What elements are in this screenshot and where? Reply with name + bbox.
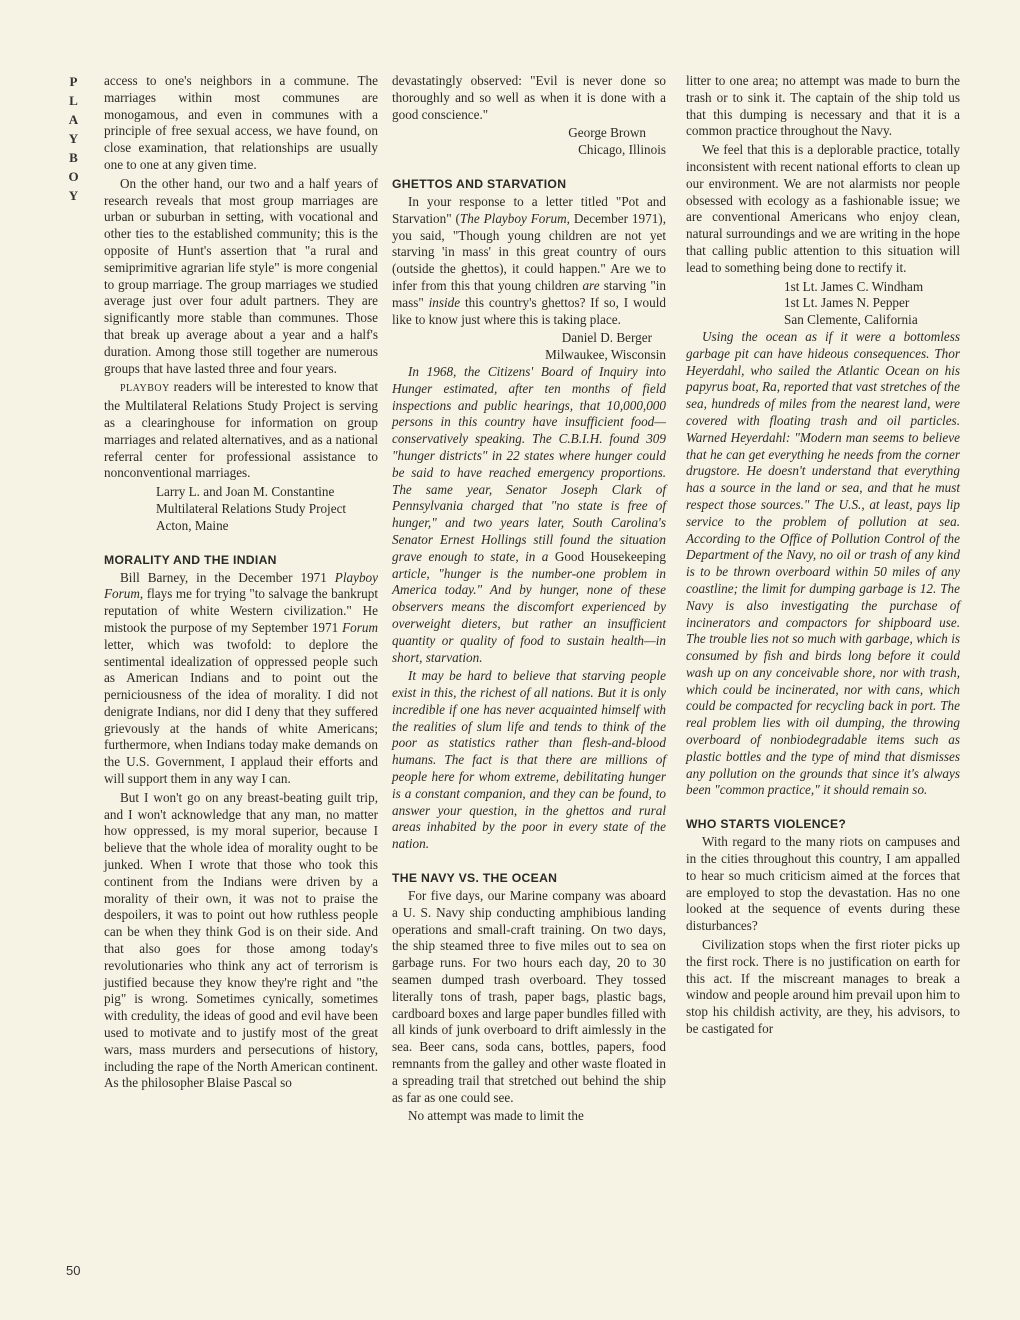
signature-name: 1st Lt. James C. Windham	[784, 278, 924, 294]
section-heading: THE NAVY VS. THE OCEAN	[392, 871, 558, 886]
letter-paragraph	[392, 194, 666, 328]
editor-reply: Using the ocean as if it were a bottomless garbage pit can have hideous consequences. Thor Heyerdahl, who sailed the Atlantic Ocean on his papyrus boat, Ra, reported that vast stretches of the sea, hundreds of miles from the nearest land, were covered with floating trash and oil particles. Warned Heyerdahl: "Modern man seems to believe that he can get everything he needs from the corner drugstore. He doesn't understand that everything has a source in the land or sea, and that he must respect those sources." The U.S., at least, pays lip service to the problem of pollution at sea. According to the Office of Pollution Control of the Department of the Navy, no oil or trash of any kind is to be thrown overboard within 50 miles of any coastline; the limit for dumping garbage is 12. The Navy is also investigating the purchase of incinerators and compactors for shipboard use. The trouble lies not so much with garbage, which is consumed by fish and birds long before it could wash up on any conceivable shore, nor with trash, which could be incinerated, nor with cans, which could be compacted for recycling back in port. The real problem lies with oil dumping, the throwing overboard of nonbiodegradable items such as plastic bottles and the type of mind that dismisses any pollution on the grounds that since it's always been "common practice," it should remain so.	[686, 328, 960, 798]
paragraph-text: , December 1971), you said, "Though young children are not yet starving 'in mass' in this great country of ours (outside the ghettos), it could happen." Are we to infer from this that young children	[392, 210, 666, 293]
letter-paragraph: No attempt was made to limit the	[408, 1108, 584, 1124]
letter-paragraph: We feel that this is a deplorable practice, totally inconsistent with recent national efforts to clean up our environment. We are not alarmists nor people obsessed with ecology as a fashionable issue; we are conventional Americans who enjoy clean, natural surroundings and we are writing in the hope that calling public attention to this situation will lead to something being done to rectify it.	[686, 142, 960, 275]
signature-name: George Brown	[568, 125, 646, 141]
masthead-letter: B	[69, 150, 79, 165]
section-heading: GHETTOS AND STARVATION	[392, 176, 567, 191]
magazine-name: PLAYBOY	[120, 383, 170, 395]
signature-location: Chicago, Illinois	[578, 142, 666, 158]
italic-title: Forum	[342, 619, 378, 635]
italic-word: are	[582, 277, 600, 293]
masthead-letter: A	[68, 112, 80, 127]
masthead-letter: P	[69, 74, 79, 89]
editor-reply	[392, 364, 666, 666]
signature-block	[392, 125, 666, 159]
letter-paragraph: Civilization stops when the first rioter picks up the first rock. There is no justification on earth for this act. If the miscreant manages to break a window and people around him prevail upon him to stop his childish activity, are they, his advisors, to be castigated for	[686, 937, 960, 1037]
letter-paragraph: With regard to the many riots on campuses and in the cities throughout this country, I am appalled to hear so much criticism aimed at the forces that are employed to stop the devastation. Has no one looked at the sequence of events during these disturbances?	[686, 834, 960, 934]
magazine-name: Good Housekeeping	[554, 548, 666, 564]
paragraph-text: In 1968, the Citizens' Board of Inquiry into Hunger estimated, after ten months of field inspections and public hearings, that 10,000,000 persons in this country have insufficient food—conservatively speaking. The C.B.I.H. found 309 "hunger districts" in 22 states where hunger could be said to have reached emergency proportions. The same year, Senator Joseph Clark of Pennsylvania charged that "no state is free of hunger," and two years later, South Carolina's Senator Ernest Hollings still found the situation grave enough to state, in a	[392, 363, 666, 564]
masthead-letter: Y	[68, 131, 80, 146]
paragraph-text: In your response to a letter titled "Pot and Starvation" (	[392, 193, 666, 226]
italic-title: Playboy Forum	[104, 569, 378, 602]
masthead-letter: O	[68, 169, 80, 184]
signature-org: Multilateral Relations Study Project	[156, 500, 347, 516]
masthead-letter: Y	[68, 188, 80, 203]
letter-paragraph: litter to one area; no attempt was made to burn the trash or to sink it. The captain of the ship told us that this dumping is necessary and that it is a common practice throughout the Navy.	[686, 73, 960, 139]
signature-location: Milwaukee, Wisconsin	[545, 347, 666, 363]
paragraph-text: , flays me for trying "to salvage the bankrupt reputation of white Western civilization." He mistook the purpose of my September 1971	[104, 586, 378, 635]
signature-block	[392, 330, 666, 364]
paragraph-text: article, "hunger is the number-one problem in America today." And by hunger, none of these observers means the discomfort experienced by overweight dieters, but rather an insufficient quantity or quality of food to sustain health—in short, starvation.	[392, 565, 666, 665]
signature-name: 1st Lt. James N. Pepper	[784, 295, 910, 311]
paragraph-text: this country's ghettos? If so, I would like to know just where this is taking place.	[392, 294, 666, 327]
italic-title: The Playboy Forum	[459, 210, 567, 226]
masthead-letter: L	[69, 93, 79, 108]
section-heading: MORALITY AND THE INDIAN	[104, 552, 277, 567]
signature-name: Daniel D. Berger	[561, 330, 652, 346]
signature-location: San Clemente, California	[784, 312, 918, 328]
column-1	[104, 73, 378, 1094]
signature-name: Larry L. and Joan M. Constantine	[156, 484, 335, 500]
letter-paragraph	[104, 570, 378, 788]
editor-reply: It may be hard to believe that starving people exist in this, the richest of all nations. But it is only incredible if one has never acquainted himself with the realities of slum life and tends to think of the poor as statistics rather than flesh-and-blood humans. The fact is that there are millions of people here for whom extreme, debilitating hunger is a constant companion, and they can be found, to answer your question, in the ghettos and rural areas inhabited by the poor in every state of the nation.	[392, 668, 666, 852]
letter-paragraph: But I won't go on any breast-beating guilt trip, and I won't acknowledge that any man, no matter how oppressed, is my moral superior, because I believe that the whole idea of morality ought to be junked. When I wrote that those who took this continent from the Indians were driven by a morality of their own, it was not to praise the despoilers, it was to point out how ruthless people can be when they think God is on their side. And that also goes for those among today's revolutionaries who think any act of terrorism is justified because they know they're right and "the pig" is wrong. Sometimes cynically, sometimes with credulity, the ideas of good and evil have been used to motivate and to justify most of the great wars, mass murders and persecutions of history, including the rape of the North American continent. As the philosopher Blaise Pascal so	[104, 789, 378, 1091]
section-heading: WHO STARTS VIOLENCE?	[686, 817, 847, 832]
letter-paragraph: For five days, our Marine company was aboard a U. S. Navy ship conducting amphibious landing operations and small-craft training. On two days, the ship steamed three to five miles out to sea on garbage runs. For two hours each day, 20 to 30 seamen dumped trash overboard. They tossed literally tons of trash, paper bags, plastic bags, cardboard boxes and large paper bundles filled with all kinds of junk overboard to drift aimlessly in the sea. Beer cans, soda cans, bottles, papers, food remnants from the galley and other waste floated in a spreading trail that stretched out behind the ship as far as one could see.	[392, 888, 666, 1105]
paragraph-text: readers will be interested to know that the Multilateral Relations Study Project is serving as a clearinghouse for information on group marriages and related alternatives, and as a national referral center for professional assistance to nonconventional marriages.	[104, 379, 378, 481]
paragraph-text: starving "in mass"	[392, 277, 666, 310]
letter-paragraph	[104, 379, 378, 482]
letter-paragraph: devastatingly observed: "Evil is never done so thoroughly and so well as when it is done with a good conscience."	[392, 73, 666, 122]
italic-word: inside	[428, 294, 461, 310]
page-number: 50	[66, 1263, 81, 1278]
column-3	[686, 73, 960, 1040]
playboy-masthead	[62, 72, 86, 205]
column-2	[392, 73, 666, 1127]
letter-paragraph: On the other hand, our two and a half years of research reveals that most group marriages are urban or suburban in setting, with vocational and other ties to the established community; this is the opposite of Hunt's assertion that "a rural and semiprimitive agrarian life style" is more congenial to group marriage. The group marriages we studied average just over four adult partners. They are significantly more stable than communes. Those that break up average about a year and a half's duration. Among those still together are numerous groups that have lasted three and four years.	[104, 175, 378, 376]
paragraph-text: Bill Barney, in the December 1971	[120, 569, 335, 585]
paragraph-text: letter, which was twofold: to deplore the sentimental idealization of oppressed people such as American Indians and to point out the perniciousness of the idea of morality. I did not denigrate Indians, nor did I deny that they suffered grievously at the hands of white Americans; furthermore, when Indians today make demands on the U.S. Government, I applaud their efforts and will support them in any way I can.	[104, 636, 378, 787]
signature-location: Acton, Maine	[156, 517, 229, 533]
letter-paragraph: access to one's neighbors in a commune. The marriages within most communes are monogamous, and even in communes with a principle of free sexual access, we have found, on close examination, that relationships are usually one to one at any given time.	[104, 73, 378, 172]
signature-block	[104, 484, 378, 534]
signature-block	[686, 279, 960, 329]
